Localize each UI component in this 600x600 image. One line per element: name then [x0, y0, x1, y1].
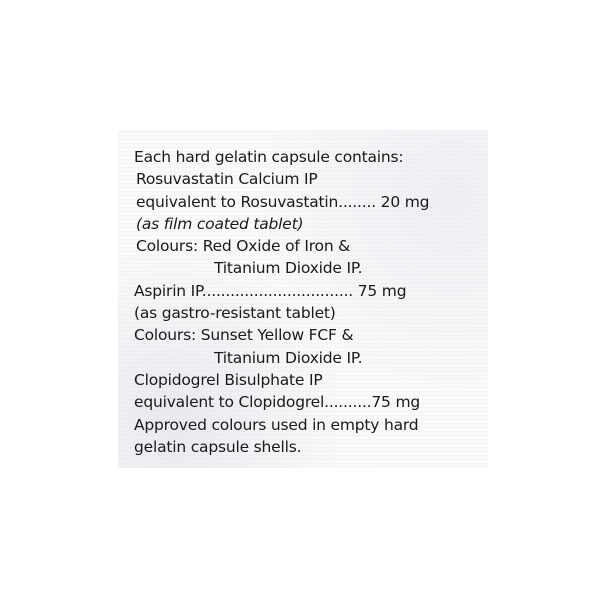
approved-colours-note-line-2: gelatin capsule shells. — [134, 437, 302, 456]
ingredient-clopidogrel-name: Clopidogrel Bisulphate IP — [134, 370, 323, 389]
ingredient-aspirin-form: (as gastro-resistant tablet) — [134, 304, 336, 323]
composition-text-block — [134, 146, 484, 458]
colours-line-1: Colours: Red Oxide of Iron & — [136, 237, 351, 256]
composition-heading: Each hard gelatin capsule contains: — [134, 148, 404, 166]
ingredient-rosuvastatin-form: (as film coated tablet) — [136, 214, 304, 233]
colours-line-1-continued: Titanium Dioxide IP. — [214, 259, 363, 278]
approved-colours-note-line-1: Approved colours used in empty hard — [134, 415, 419, 434]
colours-line-2: Colours: Sunset Yellow FCF & — [134, 326, 354, 345]
ingredient-rosuvastatin-dose: equivalent to Rosuvastatin........ 20 mg — [136, 192, 430, 211]
ingredient-clopidogrel-dose: equivalent to Clopidogrel..........75 mg — [134, 393, 420, 412]
ingredient-aspirin-dose: Aspirin IP................................ 75 mg — [134, 281, 407, 300]
colours-line-2-continued: Titanium Dioxide IP. — [214, 348, 363, 367]
ingredient-rosuvastatin-name: Rosuvastatin Calcium IP — [136, 170, 318, 189]
